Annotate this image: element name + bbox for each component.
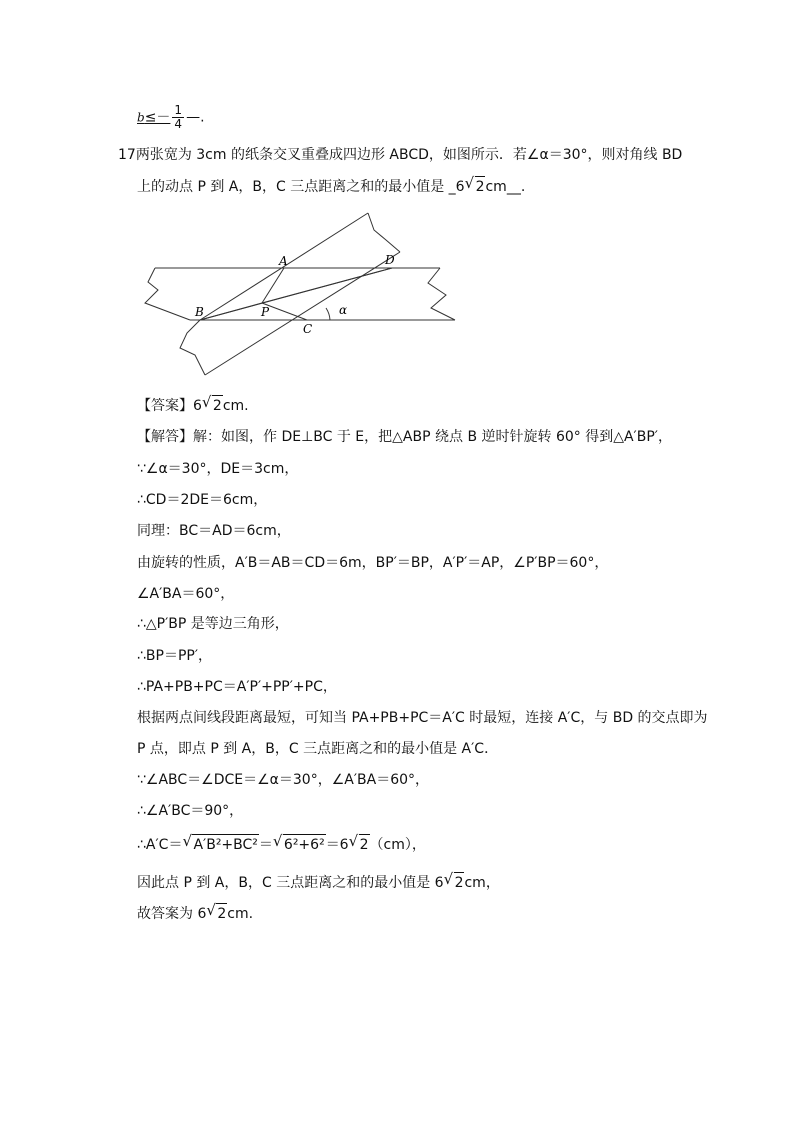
label-A: A	[279, 254, 288, 268]
solution-line-6: ∠A′BA＝60°，	[137, 586, 235, 602]
l15-post: cm，	[464, 875, 500, 891]
solution-line-14	[137, 834, 426, 855]
answer-radical: √ 2	[212, 395, 223, 416]
answer-line	[137, 395, 249, 416]
answer-unit: cm.	[222, 398, 249, 414]
q17-number: 17	[118, 147, 136, 163]
l15-radical: √ 2	[454, 872, 465, 893]
prev-num: 1	[174, 103, 183, 117]
prev-tail: —.	[186, 109, 205, 126]
strip-slant-bottom-jag	[180, 320, 205, 375]
angle-alpha-arc	[326, 308, 330, 320]
q17-text1: 两张宽为 3cm 的纸条交叉重叠成四边形 ABCD，如图所示．若∠α＝30°，则对角线 BD	[135, 147, 683, 163]
solution-line-5: 由旋转的性质，A′B＝AB＝CD＝6m，BP′＝BP，A′P′＝AP，∠P′BP＝60°，	[137, 555, 609, 571]
q17-text2-post: cm__.	[485, 179, 526, 195]
l14-pre: ∴A′C＝	[137, 837, 183, 853]
solution-line-1: 【解答】解：如图，作 DE⊥BC 于 E，把△ABP 绕点 B 逆时针旋转 60° 得到△A′BP′，	[137, 429, 672, 445]
strip-slant-top-jag	[368, 213, 400, 252]
solution-line-12: ∵∠ABC＝∠DCE＝∠α＝30°，∠A′BA＝60°，	[137, 772, 430, 788]
solution-line-3: ∴CD＝2DE＝6cm，	[137, 492, 268, 508]
l14-mid2: ＝6	[325, 837, 349, 853]
solution-line-7: ∴△P′BP 是等边三角形，	[137, 616, 289, 632]
solution-line-9: ∴PA+PB+PC＝A′P′+PP′+PC，	[137, 679, 337, 695]
strip-slant-lower	[205, 252, 400, 375]
q17-text2-pre: 上的动点 P 到 A，B，C 三点距离之和的最小值是 _6	[137, 179, 465, 195]
l16-radical: √ 2	[216, 903, 227, 924]
solution-line-11: P 点，即点 P 到 A，B，C 三点距离之和的最小值是 A′C．	[137, 741, 499, 757]
solution-line-15	[137, 872, 500, 893]
prev-rel: ≤－	[144, 109, 171, 126]
l14-radical-2: √ 6²+6²	[283, 834, 326, 855]
l14-radical-1: √ A′B²+BC²	[192, 834, 258, 855]
prev-b: b	[137, 110, 145, 125]
solution-line-13: ∴∠A′BC＝90°，	[137, 803, 244, 819]
segment-BP	[200, 303, 262, 320]
l14-mid: ＝	[258, 837, 273, 853]
q17-radical: √ 2	[475, 176, 486, 197]
l16-post: cm.	[227, 906, 254, 922]
label-alpha: α	[339, 303, 348, 317]
label-D: D	[385, 253, 395, 267]
strip-right-jag	[428, 268, 455, 320]
answer-label: 【答案】6	[137, 398, 202, 414]
solution-line-8: ∴BP＝PP′，	[137, 648, 213, 664]
l14-post: （cm），	[369, 837, 426, 853]
l16-pre: 故答案为 6	[137, 906, 207, 922]
solution-line-16	[137, 903, 253, 924]
label-C: C	[303, 322, 313, 336]
solution-line-4: 同理：BC＝AD＝6cm，	[137, 523, 291, 539]
strip-left-jag	[145, 268, 190, 320]
l14-radical-3: √ 2	[359, 834, 370, 855]
l15-pre: 因此点 P 到 A，B，C 三点距离之和的最小值是 6	[137, 875, 444, 891]
prev-den: 4	[174, 117, 183, 131]
label-B: B	[195, 305, 204, 319]
label-P: P	[261, 305, 270, 319]
solution-line-2: ∵∠α＝30°，DE＝3cm，	[137, 461, 299, 477]
solution-line-10: 根据两点间线段距离最短，可知当 PA+PB+PC＝A′C 时最短，连接 A′C，与 BD 的交点即为	[137, 710, 708, 726]
